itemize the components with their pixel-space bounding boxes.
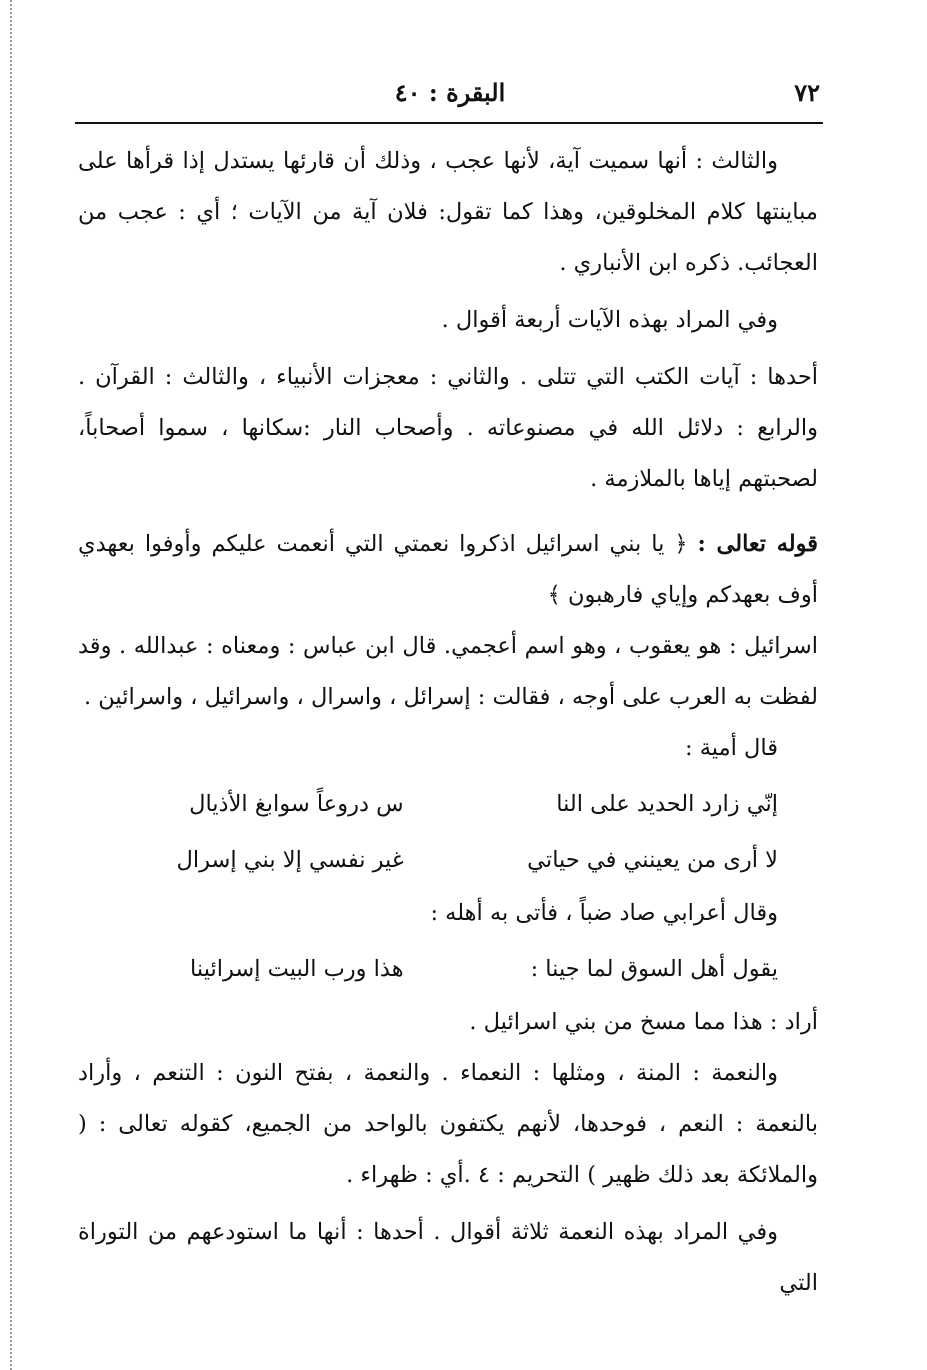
poem-verse bbox=[78, 832, 818, 888]
paragraph-meaning: أراد : هذا مما مسخ من بني اسرائيل . bbox=[469, 1009, 818, 1035]
paragraph-third-meaning: والثالث : أنها سميت آية، لأنها عجب ، وذلك أن قارئها يستدل إذا قرأها على مباينتها كلام المخلوقين، وهذا كما تقول: فلان آية من الآيات ؛ أي : عجب من العجائب. ذكره ابن الأنباري . bbox=[78, 148, 818, 276]
paragraph-sayings-list: أحدها : آيات الكتب التي تتلى . والثاني : معجزات الأنبياء ، والثالث : القرآن . والرابع : دلائل الله في مصنوعاته . وأصحاب النار :سكانها ، سموا أصحاباً، لصحبتهم إياها بالملازمة . bbox=[78, 364, 818, 492]
running-head: البقرة : ٤٠ bbox=[394, 78, 506, 107]
poem-intro-bedouin: وقال أعرابي صاد ضباً ، فأتى به أهله : bbox=[430, 900, 778, 926]
quran-verse-paragraph bbox=[78, 519, 818, 621]
verse-second-hemistich: غير نفسي إلا بني إسرال bbox=[176, 847, 404, 873]
poem-intro-umayya: قال أمية : bbox=[685, 735, 778, 761]
verse-text: ﴿ يا بني اسرائيل اذكروا نعمتي التي أنعمت عليكم وأوفوا بعهدي أوف بعهدكم وإياي فارهبون ﴾ bbox=[78, 531, 818, 608]
paragraph-blessing-sayings: وفي المراد بهذه النعمة ثلاثة أقوال . أحدها : أنها ما استودعهم من التوراة التي bbox=[78, 1219, 818, 1296]
paragraph-four-sayings: وفي المراد بهذه الآيات أربعة أقوال . bbox=[441, 307, 778, 333]
poem-bedouin bbox=[78, 941, 818, 997]
poem-verse bbox=[78, 941, 818, 997]
paragraph-israel: اسرائيل : هو يعقوب ، وهو اسم أعجمي. قال ابن عباس : ومعناه : عبدالله . وقد لفظت به العرب على أوجه ، فقالت : إسرائل ، واسرال ، واسرائيل ، واسرائين . bbox=[78, 633, 818, 710]
poem-verse bbox=[78, 776, 818, 832]
verse-label: قوله تعالى : bbox=[697, 531, 818, 557]
paragraph-blessing: والنعمة : المنة ، ومثلها : النعماء . والنعمة ، بفتح النون : التنعم ، وأراد بالنعمة : النعم ، فوحدها، لأنهم يكتفون بالواحد من الجميع، كقوله تعالى : ( والملائكة بعد ذلك ظهير ) التحريم : ٤ .أي : ظهراء . bbox=[78, 1060, 818, 1188]
verse-second-hemistich: س دروعاً سوابغ الأذيال bbox=[189, 791, 404, 817]
page-number: ٧٢ bbox=[794, 78, 820, 107]
poem-umayya bbox=[78, 776, 818, 888]
verse-second-hemistich: هذا ورب البيت إسرائينا bbox=[190, 956, 404, 982]
verse-first-hemistich: يقول أهل السوق لما جينا : bbox=[530, 956, 778, 982]
verse-first-hemistich: لا أرى من يعينني في حياتي bbox=[527, 847, 778, 873]
header-rule bbox=[75, 122, 823, 124]
verse-first-hemistich: إنّي زارد الحديد على النا bbox=[556, 791, 778, 817]
scan-edge-dots bbox=[10, 0, 12, 1370]
body-text bbox=[78, 136, 818, 1309]
page-header bbox=[80, 72, 820, 116]
